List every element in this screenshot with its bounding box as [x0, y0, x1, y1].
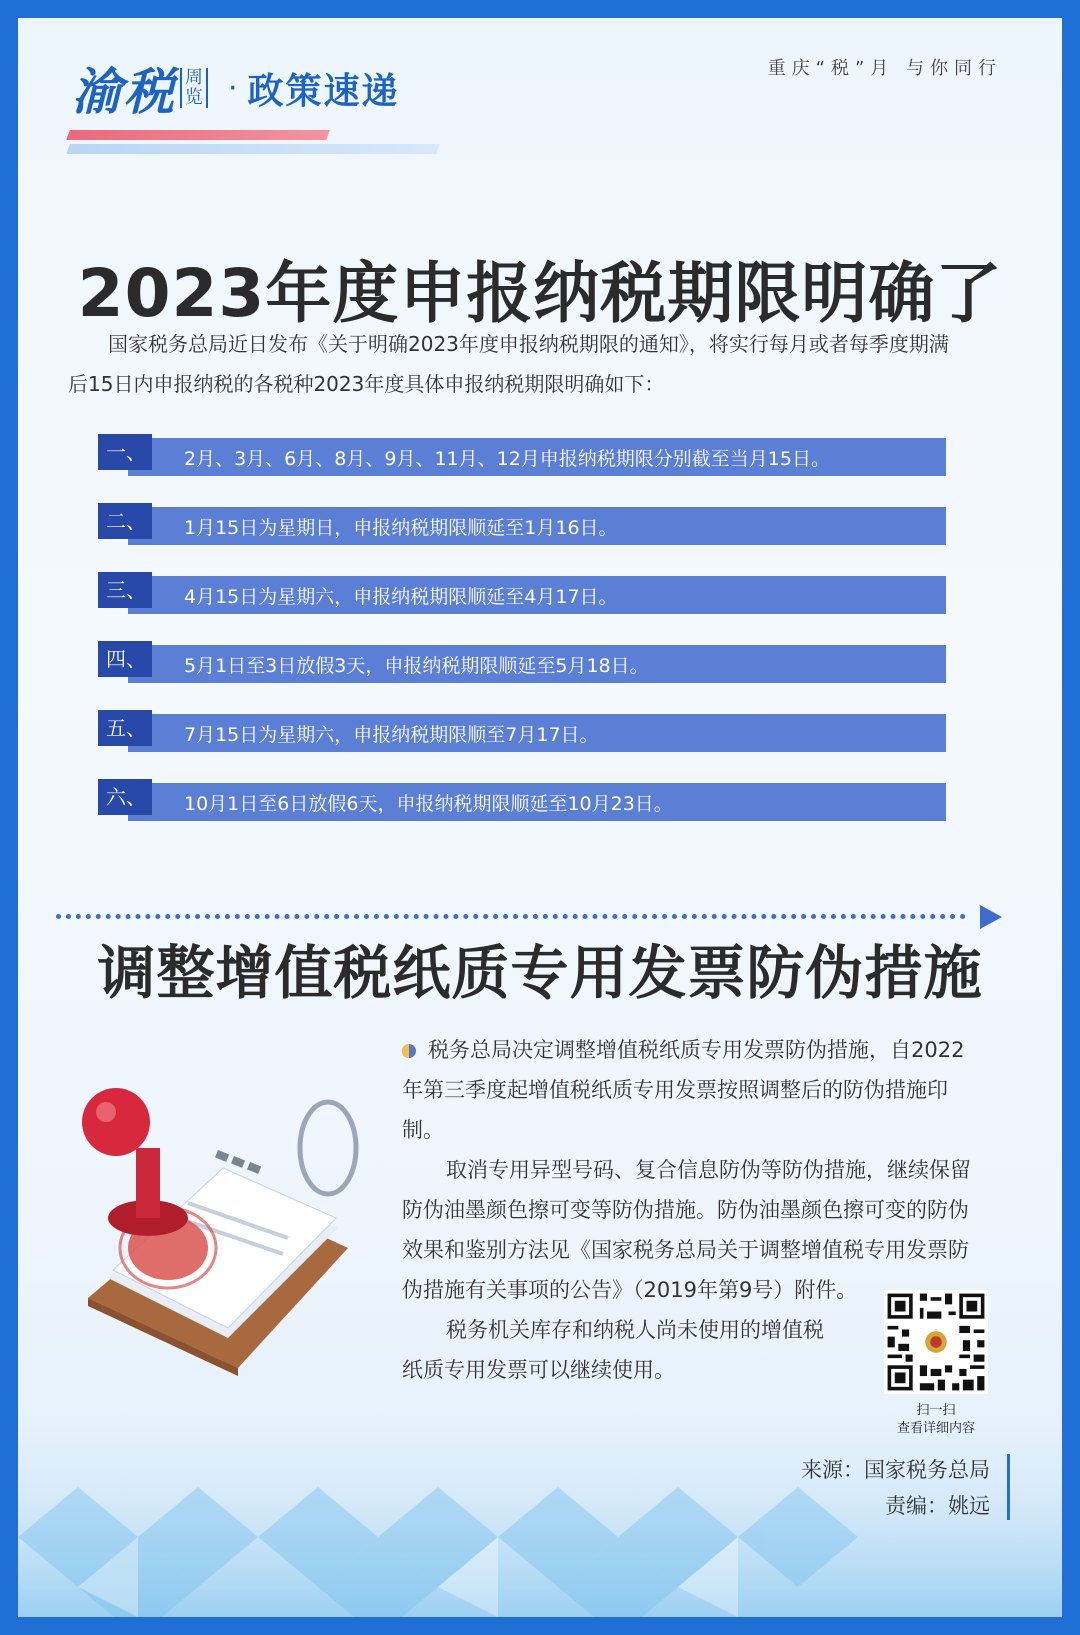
item-text: 2月、3月、6月、8月、9月、11月、12月申报纳税期限分别截至当月15日。 — [184, 448, 830, 470]
section2-title: 调整增值税纸质专用发票防伪措施 — [97, 939, 983, 1007]
item-number: 六、 — [98, 779, 152, 815]
source-text: 来源：国家税务总局 — [801, 1458, 990, 1482]
decor-bar-blue — [66, 144, 440, 154]
list-item — [98, 779, 958, 821]
logo-small-text — [180, 68, 208, 108]
item-number: 四、 — [98, 641, 152, 677]
list-item — [98, 503, 958, 545]
poster — [18, 18, 1062, 1617]
dotted-divider — [56, 914, 966, 919]
deadline-list — [98, 434, 958, 848]
paragraph: 取消专用异型号码、复合信息防伪等防伪措施，继续保留防伪油墨颜色擦可变等防伪措施。防伪油墨颜色擦可变的防伪效果和鉴别方法见《国家税务总局关于调整增值税专用发票防伪措施有关事项的公告》（2019年第9号）附件。 — [402, 1158, 971, 1302]
credits — [801, 1452, 990, 1524]
section1-intro: 国家税务总局近日发布《关于明确2023年度申报纳税期限的通知》，将实行每月或者每季度期满后15日内申报纳税的各税种2023年度具体申报纳税期限明确如下： — [68, 332, 949, 396]
item-text: 4月15日为星期六，申报纳税期限顺延至4月17日。 — [184, 586, 618, 608]
list-item — [98, 641, 958, 683]
item-text: 7月15日为星期六，申报纳税期限顺至7月17日。 — [184, 724, 599, 746]
logo-dot: · — [228, 70, 238, 106]
item-number: 一、 — [98, 434, 152, 470]
item-text: 1月15日为星期日，申报纳税期限顺延至1月16日。 — [184, 517, 618, 539]
logo-main-text: 渝税 — [72, 62, 176, 121]
list-item — [98, 710, 958, 752]
bullet-icon — [402, 1044, 416, 1058]
qr-caption — [880, 1402, 992, 1438]
decor-bar-red — [66, 130, 330, 140]
section1-title: 2023年度申报纳税期限明确了 — [77, 255, 1003, 332]
list-item — [98, 434, 958, 476]
logo — [72, 52, 400, 124]
item-number: 五、 — [98, 710, 152, 746]
qr-caption-line2: 查看详细内容 — [896, 1421, 975, 1436]
qr-caption-line1: 扫一扫 — [916, 1403, 956, 1418]
item-text: 10月1日至6日放假6天，申报纳税期限顺延至10月23日。 — [184, 793, 673, 815]
logo-small-2: 览 — [185, 87, 203, 108]
logo-small-1: 周 — [185, 67, 203, 88]
item-number: 二、 — [98, 503, 152, 539]
item-number: 三、 — [98, 572, 152, 608]
paragraph: 税务机关库存和纳税人尚未使用的增值税纸质专用发票可以继续使用。 — [402, 1318, 824, 1382]
item-text: 5月1日至3日放假3天，申报纳税期限顺延至5月18日。 — [184, 655, 649, 677]
paragraph — [402, 1030, 982, 1150]
list-item — [98, 572, 958, 614]
column-title: 政策速递 — [247, 70, 400, 112]
editor-text: 责编：姚远 — [885, 1494, 990, 1518]
slogan: 重庆“税”月 与你同行 — [767, 58, 1002, 79]
credits-bar — [1007, 1454, 1010, 1520]
qr-code[interactable] — [884, 1290, 988, 1394]
paragraph-text: 税务总局决定调整增值税纸质专用发票防伪措施，自2022年第三季度起增值税纸质专用发票按照调整后的防伪措施印制。 — [402, 1038, 965, 1142]
stamp-document-icon — [68, 1088, 368, 1388]
